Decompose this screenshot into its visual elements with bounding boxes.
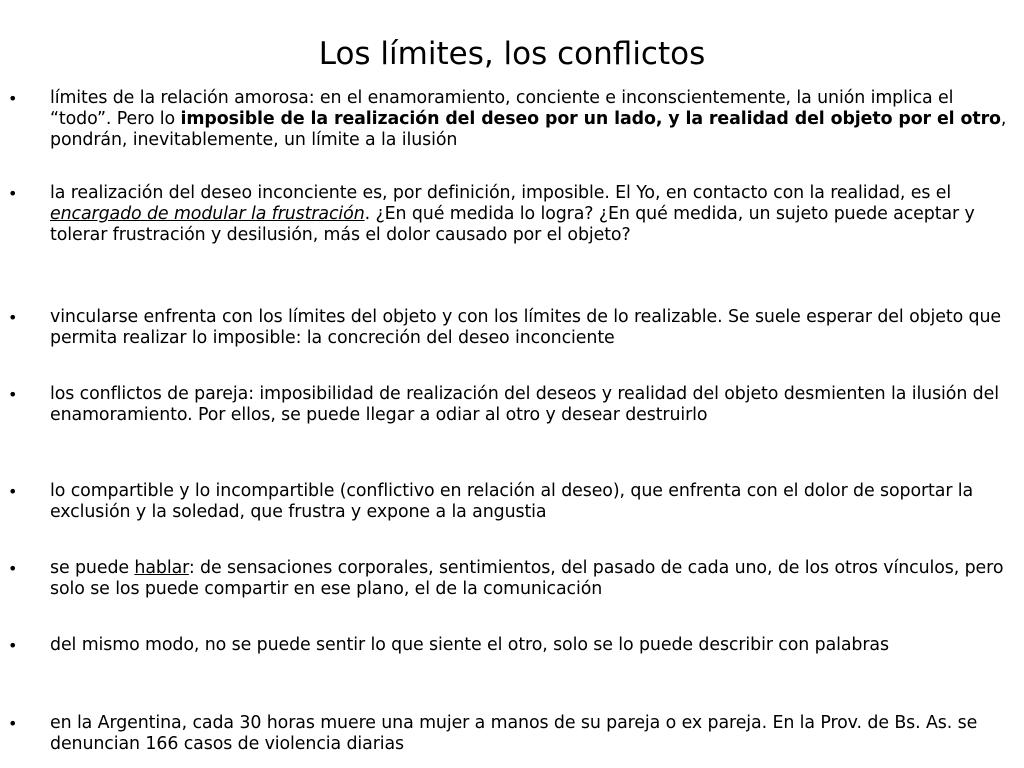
list-item-text [50,558,1008,600]
list-item-text: lo compartible y lo incompartible (conflictivo en relación al deseo), que enfrenta con el dolor de soportar la exclusión y la soledad, que frustra y expone a la angustia [50,481,974,522]
text-segment: , pondrán, inevitablemente, un límite a la ilusión [50,109,1007,150]
bullet-marker: • [8,714,18,733]
bold-text-segment: imposible de la realización del deseo por un lado, y la realidad del objeto por el otro [180,109,1001,129]
text-segment: se puede [50,558,135,578]
list-item-text: los conflictos de pareja: imposibilidad de realización del deseos y realidad del objeto desmienten la ilusión del enamoramiento. Por ellos, se puede llegar a odiar al otro y desear destruirlo [50,384,999,425]
list-item-text [50,183,1008,246]
underlined-italic-text-segment: encargado de modular la frustración [50,204,365,224]
text-segment: : de sensaciones corporales, sentimientos, del pasado de cada uno, de los otros vínculos, pero solo se los puede compartir en ese plano, el de la comunicación [50,558,1004,599]
bullet-marker: • [8,184,18,203]
bullet-marker: • [8,89,18,108]
bullet-marker: • [8,636,18,655]
list-item-text: en la Argentina, cada 30 horas muere una mujer a manos de su pareja o ex pareja. En la Prov. de Bs. As. se denuncian 166 casos de violencia diarias [50,713,978,754]
text-segment: . ¿En qué medida lo logra? ¿En qué medida, un sujeto puede aceptar y tolerar frustración y desilusión, más el dolor causado por el objeto? [50,204,975,245]
text-segment: la realización del deseo inconciente es, por definición, imposible. El Yo, en contacto con la realidad, es el [50,183,952,203]
list-item-text [50,88,1008,151]
bullet-marker: • [8,385,18,404]
bullet-marker: • [8,559,18,578]
underlined-text-segment: hablar [134,558,189,578]
slide-title: Los límites, los conflictos [318,36,706,72]
bullet-marker: • [8,482,18,501]
list-item-text: del mismo modo, no se puede sentir lo que siente el otro, solo se lo puede describir con palabras [50,635,889,655]
bullet-marker: • [8,308,18,327]
list-item-text: vincularse enfrenta con los límites del objeto y con los límites de lo realizable. Se suele esperar del objeto que permita realizar lo imposible: la concreción del deseo inconciente [50,307,1002,348]
text-segment: límites de la relación amorosa: en el enamoramiento, conciente e inconscientemente, la unión implica el “todo”. Pero lo [50,88,954,129]
